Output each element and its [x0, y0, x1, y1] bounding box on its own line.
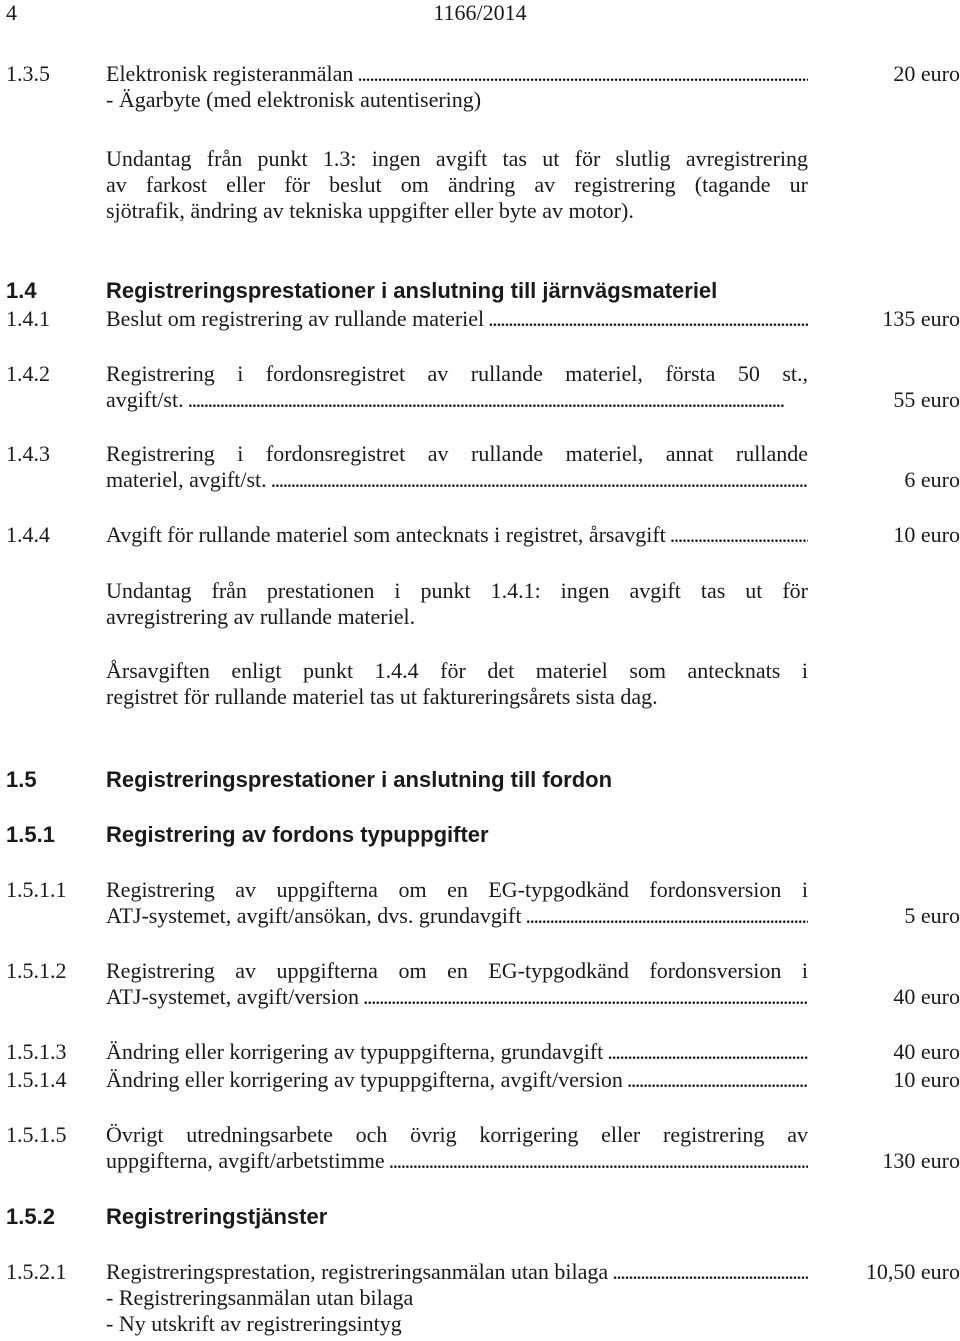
item-fee: 130 euro	[882, 1148, 960, 1173]
item-description	[106, 1039, 808, 1065]
item-text: Ändring eller korrigering av typuppgifterna, grundavgift	[106, 1039, 604, 1064]
item-text: Registrering av uppgifterna om en EG-typgodkänd fordonsversion i	[106, 877, 808, 902]
item-text: Avgift för rullande materiel som antecknats i registret, årsavgift	[106, 522, 666, 547]
note-line: Undantag från punkt 1.3: ingen avgift tas ut för slutlig avregistrering	[106, 146, 808, 171]
section-title: Registreringstjänster	[106, 1204, 328, 1229]
note-line: registret för rullande materiel tas ut faktureringsårets sista dag.	[106, 684, 658, 709]
item-description	[106, 306, 808, 332]
note-line: sjötrafik, ändring av tekniska uppgifter eller byte av motor).	[106, 198, 634, 223]
item-description	[106, 877, 808, 929]
note-line: Undantag från prestationen i punkt 1.4.1: ingen avgift tas ut för	[106, 578, 808, 603]
section-title: Registreringsprestationer i anslutning till fordon	[106, 767, 613, 792]
item-number: 1.5.1.5	[6, 1122, 67, 1147]
item-text: Beslut om registrering av rullande materiel	[106, 306, 485, 331]
item-fee: 5 euro	[904, 903, 960, 928]
item-text: Registreringsprestation, registreringsanmälan utan bilaga	[106, 1259, 609, 1284]
item-text: Registrering i fordonsregistret av rullande materiel, första 50 st.,	[106, 361, 808, 386]
item-subtext: - Ny utskrift av registreringsintyg	[106, 1311, 402, 1336]
document-reference: 1166/2014	[433, 0, 527, 25]
item-number: 1.5.1.3	[6, 1039, 67, 1064]
item-subtext: - Registreringsanmälan utan bilaga	[106, 1285, 414, 1310]
note-line: av farkost eller för beslut om ändring av registrering (tagande ur	[106, 172, 808, 197]
item-description	[106, 1122, 808, 1174]
item-subtext: - Ägarbyte (med elektronisk autentisering)	[106, 87, 482, 112]
item-fee: 10 euro	[893, 1067, 960, 1092]
item-fee: 10 euro	[893, 522, 960, 547]
dot-leader	[488, 306, 808, 332]
note-line: Årsavgiften enligt punkt 1.4.4 för det materiel som antecknats i	[106, 658, 808, 683]
dot-leader	[389, 1148, 808, 1174]
dot-leader	[271, 467, 808, 493]
dot-leader	[188, 387, 808, 413]
item-number: 1.4.3	[6, 441, 50, 466]
item-fee: 135 euro	[882, 306, 960, 331]
section-number: 1.5	[6, 767, 37, 792]
item-number: 1.4.1	[6, 306, 50, 331]
note-paragraph	[106, 578, 808, 630]
item-description	[106, 1067, 808, 1093]
item-description	[106, 361, 808, 413]
item-text: avgift/st.	[106, 387, 184, 412]
item-description	[106, 1259, 808, 1337]
item-number: 1.5.1.4	[6, 1067, 67, 1092]
dot-leader	[670, 522, 808, 548]
dot-leader	[526, 903, 809, 929]
item-fee: 10,50 euro	[865, 1259, 960, 1284]
section-title: Registrering av fordons typuppgifter	[106, 822, 489, 847]
item-number: 1.5.1.2	[6, 958, 67, 983]
dot-leader	[612, 1259, 808, 1285]
item-number: 1.5.2.1	[6, 1259, 67, 1284]
item-number: 1.3.5	[6, 61, 50, 86]
dot-leader	[363, 984, 808, 1010]
item-fee: 6 euro	[904, 467, 960, 492]
note-paragraph	[106, 146, 808, 224]
item-text: Ändring eller korrigering av typuppgifterna, avgift/version	[106, 1067, 623, 1092]
note-paragraph	[106, 658, 808, 710]
page-number: 4	[6, 0, 17, 25]
page-header	[0, 0, 960, 28]
item-description	[106, 441, 808, 493]
item-description	[106, 61, 808, 113]
item-text: Övrigt utredningsarbete och övrig korrigering eller registrering av	[106, 1122, 808, 1147]
item-fee: 55 euro	[893, 387, 960, 412]
section-number: 1.4	[6, 278, 37, 303]
section-number: 1.5.1	[6, 822, 55, 847]
item-number: 1.4.4	[6, 522, 50, 547]
item-text: Elektronisk registeranmälan	[106, 61, 354, 86]
note-line: avregistrering av rullande materiel.	[106, 604, 416, 629]
item-fee: 40 euro	[893, 984, 960, 1009]
item-text: Registrering i fordonsregistret av rullande materiel, annat rullande	[106, 441, 808, 466]
item-number: 1.5.1.1	[6, 877, 67, 902]
dot-leader	[607, 1039, 808, 1065]
section-title: Registreringsprestationer i anslutning till järnvägsmateriel	[106, 278, 718, 303]
item-text: materiel, avgift/st.	[106, 467, 267, 492]
item-fee: 20 euro	[893, 61, 960, 86]
item-text: Registrering av uppgifterna om en EG-typgodkänd fordonsversion i	[106, 958, 808, 983]
item-fee: 40 euro	[893, 1039, 960, 1064]
item-text: ATJ-systemet, avgift/ansökan, dvs. grundavgift	[106, 903, 522, 928]
dot-leader	[627, 1067, 808, 1093]
item-description	[106, 958, 808, 1010]
item-text: uppgifterna, avgift/arbetstimme	[106, 1148, 385, 1173]
dot-leader	[357, 61, 808, 87]
item-number: 1.4.2	[6, 361, 50, 386]
item-text: ATJ-systemet, avgift/version	[106, 984, 359, 1009]
item-description	[106, 522, 808, 548]
section-number: 1.5.2	[6, 1204, 55, 1229]
